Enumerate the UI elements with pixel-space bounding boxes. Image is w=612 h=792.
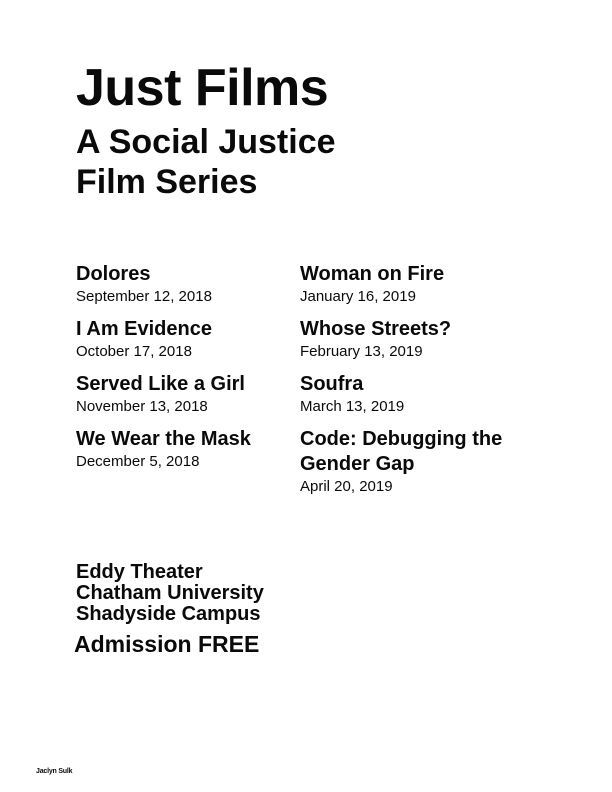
film-title: We Wear the Mask <box>76 428 251 450</box>
film-item <box>300 427 545 497</box>
film-title: Dolores <box>76 263 151 285</box>
film-list-left <box>76 262 306 482</box>
designer-credit: Jaclyn Sulk <box>36 768 73 775</box>
film-item <box>76 262 306 307</box>
film-date: December 5, 2018 <box>76 453 200 470</box>
venue-institution: Chatham University <box>76 582 264 604</box>
film-item <box>76 372 306 417</box>
film-date: February 13, 2019 <box>300 343 423 360</box>
film-title: I Am Evidence <box>76 318 212 340</box>
film-date: January 16, 2019 <box>300 288 416 305</box>
film-item <box>300 262 545 307</box>
film-title: Soufra <box>300 373 364 395</box>
subtitle-line: A Social Justice <box>76 123 336 161</box>
page-title: Just Films <box>76 59 329 117</box>
film-title: Code: Debugging the Gender Gap <box>300 428 503 475</box>
film-date: April 20, 2019 <box>300 478 393 495</box>
venue-name: Eddy Theater <box>76 561 203 583</box>
film-date: October 17, 2018 <box>76 343 192 360</box>
film-title: Woman on Fire <box>300 263 445 285</box>
film-title: Served Like a Girl <box>76 373 245 395</box>
film-date: November 13, 2018 <box>76 398 208 415</box>
film-title: Whose Streets? <box>300 318 452 340</box>
film-item <box>300 317 545 362</box>
admission-note: Admission FREE <box>74 631 260 657</box>
venue-campus: Shadyside Campus <box>76 603 261 625</box>
subtitle-line: Film Series <box>76 163 258 201</box>
venue-block <box>76 562 264 625</box>
film-date: September 12, 2018 <box>76 288 212 305</box>
film-list-right <box>300 262 545 507</box>
film-date: March 13, 2019 <box>300 398 405 415</box>
film-item <box>76 317 306 362</box>
film-item <box>300 372 545 417</box>
page-subtitle <box>76 122 406 202</box>
film-item <box>76 427 306 472</box>
